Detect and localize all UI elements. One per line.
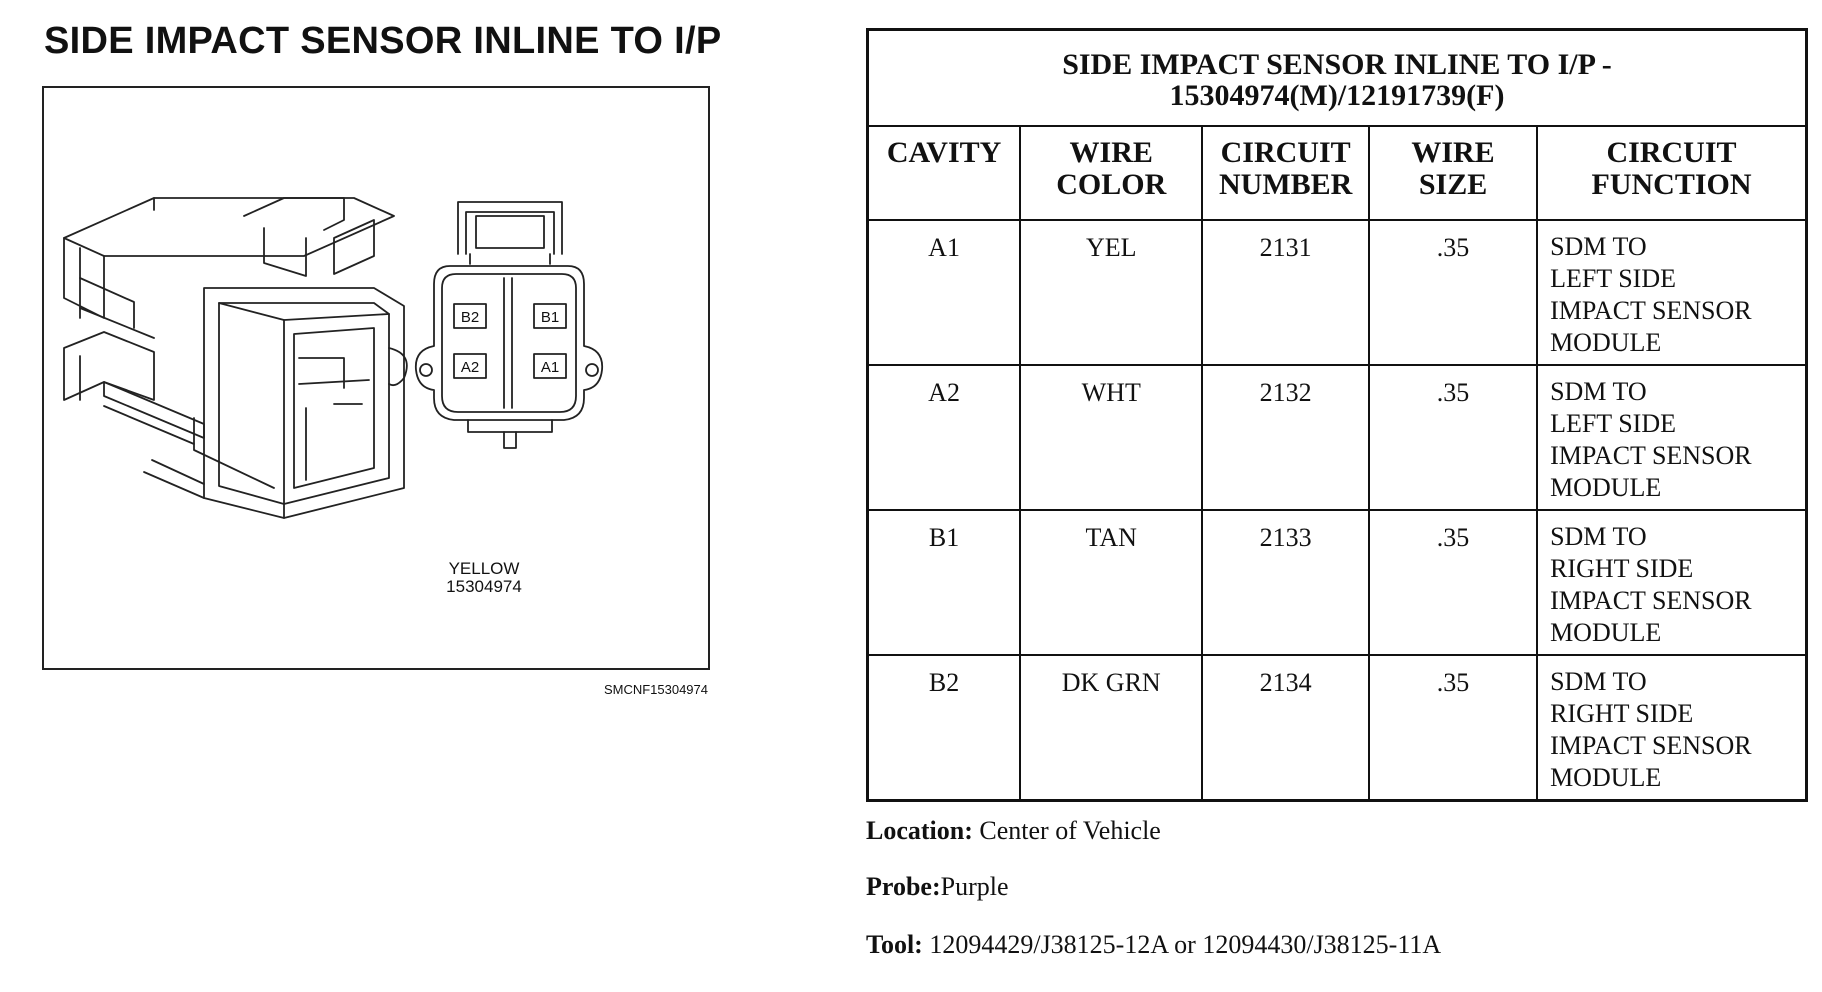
terminal-label-b2: B2: [460, 309, 480, 326]
tool-label: Tool:: [866, 930, 923, 959]
circuit-function-cell: SDM TO LEFT SIDE IMPACT SENSOR MODULE: [1537, 220, 1806, 365]
wire-size-cell: .35: [1369, 220, 1537, 365]
probe-label: Probe:: [866, 872, 941, 901]
wire-size-cell: .35: [1369, 655, 1537, 800]
circuit-number-cell: 2134: [1202, 655, 1369, 800]
terminal-label-a2: A2: [460, 359, 480, 376]
connector-face-view-icon: [416, 202, 602, 448]
figure-id: SMCNF15304974: [603, 682, 708, 697]
wire-color-cell: YEL: [1020, 220, 1202, 365]
table-title-line-2: 15304974(M)/12191739(F): [1169, 79, 1505, 112]
wire-size-cell: .35: [1369, 365, 1537, 510]
connector-title: SIDE IMPACT SENSOR INLINE TO I/P: [44, 20, 722, 62]
circuit-function-cell: SDM TO LEFT SIDE IMPACT SENSOR MODULE: [1537, 365, 1806, 510]
table-header-row: [868, 126, 1807, 220]
connector-part-number: 15304974: [446, 577, 522, 596]
cavity-cell: A1: [868, 220, 1021, 365]
table-title-line-1: SIDE IMPACT SENSOR INLINE TO I/P -: [1062, 48, 1612, 81]
terminal-label-b1: B1: [540, 309, 560, 326]
table-row: [868, 365, 1807, 510]
circuit-function-cell: SDM TO RIGHT SIDE IMPACT SENSOR MODULE: [1537, 655, 1806, 800]
table-title: [868, 30, 1807, 127]
pinout-table: [866, 28, 1808, 802]
probe-note: [866, 872, 1009, 902]
circuit-number-cell: 2131: [1202, 220, 1369, 365]
header-wire-color: WIRE COLOR: [1020, 126, 1202, 220]
location-label: Location:: [866, 816, 973, 845]
connector-body-isometric-icon: [64, 198, 407, 518]
cavity-cell: A2: [868, 365, 1021, 510]
connector-diagram: [42, 86, 710, 670]
connector-color: YELLOW: [448, 559, 520, 578]
cavity-cell: B1: [868, 510, 1021, 655]
terminal-label-a1: A1: [540, 359, 560, 376]
circuit-function-cell: SDM TO RIGHT SIDE IMPACT SENSOR MODULE: [1537, 510, 1806, 655]
circuit-number-cell: 2132: [1202, 365, 1369, 510]
wire-color-cell: WHT: [1020, 365, 1202, 510]
header-cavity: CAVITY: [868, 126, 1021, 220]
tool-note: [866, 930, 1441, 960]
cavity-cell: B2: [868, 655, 1021, 800]
table-row: [868, 220, 1807, 365]
wire-color-cell: DK GRN: [1020, 655, 1202, 800]
circuit-number-cell: 2133: [1202, 510, 1369, 655]
header-wire-size: WIRE SIZE: [1369, 126, 1537, 220]
connector-color-part: [344, 560, 624, 596]
tool-value: 12094429/J38125-12A or 12094430/J38125-11A: [922, 930, 1442, 959]
table-row: [868, 510, 1807, 655]
location-note: [866, 816, 1161, 846]
header-circuit-function: CIRCUIT FUNCTION: [1537, 126, 1806, 220]
header-circuit-number: CIRCUIT NUMBER: [1202, 126, 1369, 220]
table-row: [868, 655, 1807, 800]
location-value: Center of Vehicle: [972, 816, 1161, 845]
probe-value: Purple: [940, 872, 1009, 901]
wire-color-cell: TAN: [1020, 510, 1202, 655]
wire-size-cell: .35: [1369, 510, 1537, 655]
